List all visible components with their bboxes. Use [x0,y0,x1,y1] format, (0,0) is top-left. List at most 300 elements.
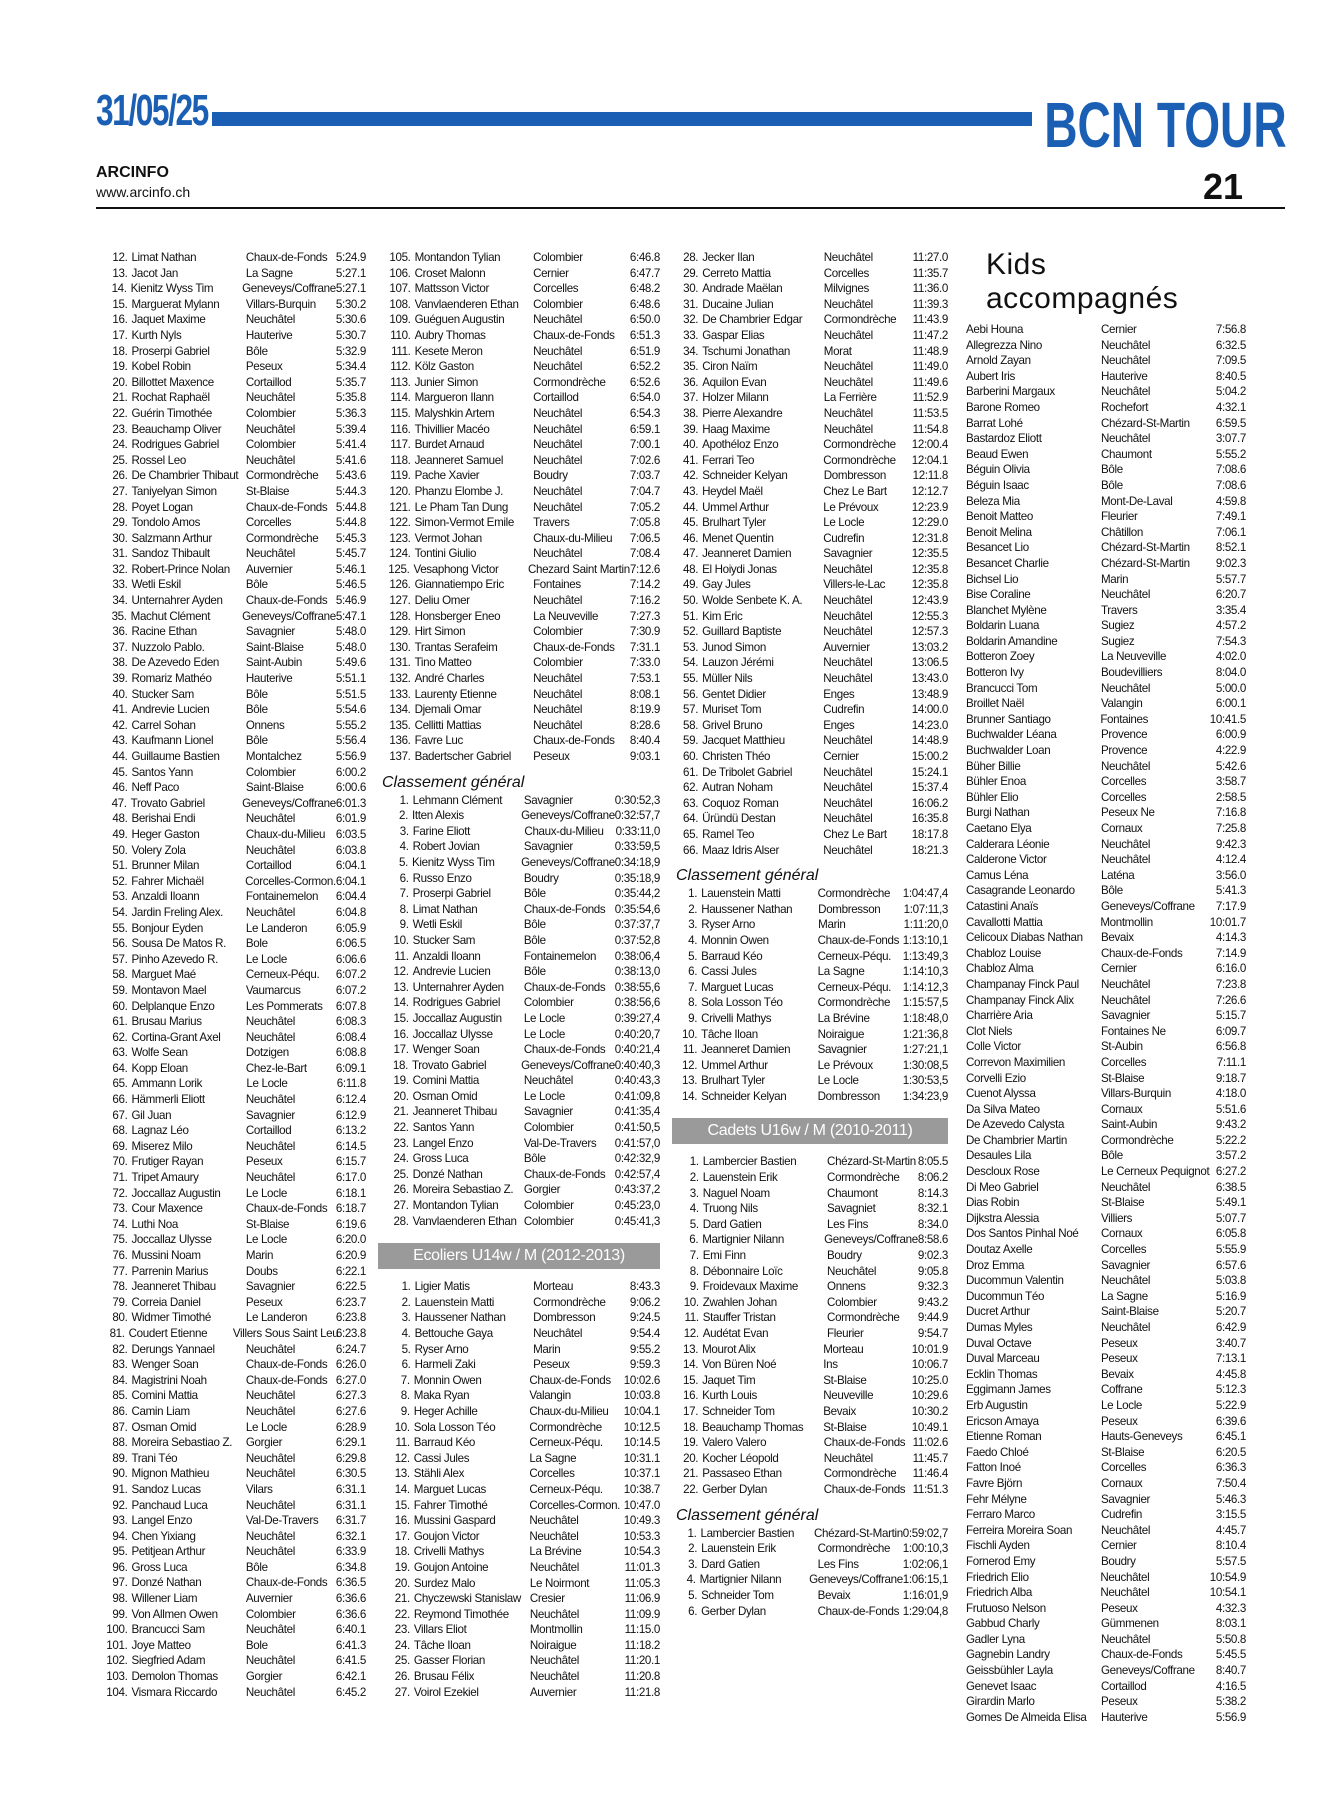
rank: 44. [683,500,699,514]
athlete-locality: St-Blaise [823,1420,867,1434]
result-row [378,871,660,887]
rank: 60. [112,999,128,1013]
athlete-locality: St-Blaise [1101,1196,1145,1210]
athlete-time: 10:47.0 [623,1498,660,1512]
result-row [378,1498,660,1514]
athlete-name: Heydel Maël [702,484,763,498]
results-column-4 [966,250,1246,1725]
athlete-name: Cerreto Mattia [702,266,771,280]
athlete-time: 8:06.2 [917,1171,948,1185]
rank: 25. [112,453,128,467]
athlete-time: 6:28.9 [335,1420,366,1434]
athlete-locality: Neuchâtel [529,1654,579,1668]
athlete-name: Robert-Prince Nolan [131,562,230,576]
rank: 6. [399,871,409,885]
result-row [378,1136,660,1152]
athlete-time: 5:57.5 [1215,1554,1246,1568]
athlete-time: 7:08.4 [629,547,660,561]
athlete-locality: Chaux-de-Fonds [523,1167,606,1181]
athlete-time: 5:45.7 [335,547,366,561]
athlete-locality: Corcelles [1101,1461,1147,1475]
result-row [96,1544,366,1560]
rank: 6. [688,1604,698,1618]
athlete-time: 5:50.8 [1215,1632,1246,1646]
result-row [672,500,948,516]
athlete-time: 5:43.6 [335,469,366,483]
rank: 14. [682,1089,698,1103]
athlete-time: 18:17.8 [911,827,948,841]
athlete-time: 1:13:49,3 [902,949,948,963]
athlete-name: Ryser Arno [414,1342,469,1356]
athlete-time: 6:17.0 [335,1171,366,1185]
athlete-time: 11:39.3 [912,297,948,311]
athlete-time: 6:12.4 [335,1093,366,1107]
result-row [966,338,1246,354]
athlete-locality: Bole [245,1638,268,1652]
athlete-locality: Gümmenen [1101,1617,1159,1631]
result-row [96,406,366,422]
athlete-locality: Neuchâtel [1100,1586,1150,1600]
athlete-time: 11:06.9 [624,1592,660,1606]
result-row [966,540,1246,556]
athlete-time: 1:14:12,3 [902,980,948,994]
rank: 66. [112,1093,128,1107]
athlete-name: Montandon Tylian [412,1199,499,1213]
athlete-name: Montavon Mael [131,983,207,997]
athlete-name: Lauzon Jérémi [702,656,774,670]
result-row [378,500,660,516]
athlete-locality: Bôle [523,918,546,932]
athlete-time: 7:08.6 [1215,463,1246,477]
athlete-time: 10:41.5 [1209,712,1246,726]
athlete-name: Kocher Léopold [702,1451,779,1465]
rank: 94. [112,1529,128,1543]
classement-list [672,886,948,1104]
athlete-name: Besancet Charlie [966,556,1049,570]
athlete-time: 8:40.7 [1215,1664,1246,1678]
athlete-locality: Bôle [523,933,546,947]
rank: 131. [389,656,411,670]
result-row [378,406,660,422]
athlete-locality: Neuchâtel [245,422,295,436]
athlete-locality: Laténa [1101,868,1135,882]
result-row [966,1133,1246,1149]
result-row [96,1092,366,1108]
athlete-time: 5:56.9 [1215,1710,1246,1724]
athlete-locality: St-Aubin [1101,1040,1143,1054]
result-row [966,1102,1246,1118]
result-row [672,1295,948,1311]
rank: 59. [112,983,128,997]
result-row [672,1310,948,1326]
athlete-name: Proserpi Gabriel [131,344,210,358]
athlete-name: Anzaldi Iloann [412,949,481,963]
result-row [378,1653,660,1669]
athlete-name: Monnin Owen [701,933,769,947]
athlete-locality: Hauterive [245,328,293,342]
athlete-locality: Morteau [533,1280,574,1294]
athlete-name: Schneider Kelyan [702,469,788,483]
athlete-time: 10:54.3 [623,1545,660,1559]
athlete-name: Calderone Victor [966,853,1047,867]
athlete-locality: Cudrefin [823,703,865,717]
publication-url: www.arcinfo.ch [96,184,191,200]
athlete-locality: Noiraigue [529,1638,577,1652]
result-row [96,905,366,921]
athlete-time: 4:59.8 [1215,494,1246,508]
athlete-name: Guillaume Bastien [131,750,220,763]
athlete-name: Badertscher Gabriel [414,750,512,763]
result-row [96,827,366,843]
athlete-time: 4:57.2 [1215,619,1246,633]
athlete-name: Panchaud Luca [131,1498,208,1512]
athlete-time: 5:46.5 [335,578,366,592]
result-row [378,1404,660,1420]
athlete-locality: Onnens [245,718,285,732]
athlete-time: 5:47.1 [335,609,366,623]
result-row [672,1326,948,1342]
athlete-locality: Cormondrèche [823,438,896,452]
result-row [966,1273,1246,1289]
rank: 49. [683,578,699,592]
athlete-time: 10:54.1 [1209,1586,1246,1600]
athlete-time: 0:35:54,6 [614,902,660,916]
result-row [96,1045,366,1061]
result-row [96,921,366,937]
result-row [378,1435,660,1451]
athlete-locality: Boudry [523,871,559,885]
athlete-name: Burdet Arnaud [414,438,485,452]
rank: 110. [390,328,411,342]
rank: 40. [683,438,699,452]
athlete-time: 0:41:35,4 [614,1105,660,1119]
athlete-time: 6:32.5 [1215,338,1246,352]
athlete-time: 10:25.0 [911,1373,948,1387]
athlete-time: 5:41.3 [1215,884,1246,898]
athlete-time: 11:46.4 [912,1467,948,1481]
athlete-locality: Les Fins [817,1557,859,1571]
athlete-name: Dard Gatien [702,1217,762,1231]
result-row [96,593,366,609]
result-row [966,1616,1246,1632]
athlete-name: Stucker Sam [412,933,476,947]
athlete-name: Kölz Gaston [414,360,474,374]
result-row [378,964,660,980]
rank: 5. [399,855,408,869]
athlete-time: 7:12.6 [629,562,660,576]
athlete-name: Berishai Endi [131,812,196,826]
result-row [96,765,366,781]
athlete-locality: Chaux-de-Fonds [245,1358,328,1372]
athlete-time: 12:29.0 [911,516,948,530]
athlete-time: 5:12.3 [1215,1383,1246,1397]
athlete-locality: Auvernier [245,1592,293,1606]
athlete-locality: Chaumont [827,1186,878,1200]
athlete-time: 6:41.3 [335,1638,366,1652]
result-row [672,1011,948,1027]
athlete-name: Schneider Tom [701,1588,774,1602]
athlete-locality: Le Noirmont [529,1576,590,1590]
result-row [966,1289,1246,1305]
athlete-time: 4:12.4 [1215,853,1246,867]
athlete-name: Lauenstein Erik [702,1171,778,1185]
result-row [966,1164,1246,1180]
athlete-time: 6:13.2 [335,1124,366,1138]
athlete-time: 7:14.9 [1215,946,1246,960]
athlete-name: De Chambrier Thibaut [131,469,239,483]
result-row [672,1404,948,1420]
athlete-name: Delplanque Enzo [131,999,215,1013]
kids-list [966,322,1246,1725]
category-band-ecoliers: Ecoliers U14w / M (2012-2013) [378,1243,660,1269]
athlete-time: 12:12.7 [911,484,948,498]
result-row [966,618,1246,634]
athlete-locality: Peseux [1101,1352,1138,1366]
classement-title: Classement général [382,773,525,791]
rank: 125. [388,562,410,576]
rank: 4. [688,933,698,947]
athlete-name: De Azevedo Calysta [966,1118,1065,1132]
result-row [96,780,366,796]
athlete-locality: Neuchâtel [823,1451,873,1465]
result-row [96,1685,366,1701]
athlete-locality: Neuchâtel [533,547,583,561]
athlete-name: Sousa De Matos R. [131,937,227,951]
athlete-time: 2:58.5 [1215,790,1246,804]
result-row [966,353,1246,369]
athlete-name: Coquoz Roman [702,796,779,810]
athlete-time: 6:12.9 [335,1108,366,1122]
rank: 124. [389,547,411,561]
result-row [672,484,948,500]
athlete-name: Marguet Lucas [701,980,774,994]
athlete-time: 5:49.1 [1215,1196,1246,1210]
result-row [378,824,660,840]
athlete-locality: Boudry [1101,1554,1136,1568]
result-row [378,577,660,593]
athlete-locality: Savagnier [523,840,573,854]
rank: 30. [112,531,128,545]
athlete-locality: Savagnier [523,1105,573,1119]
athlete-name: Di Meo Gabriel [966,1180,1039,1194]
athlete-locality: Geneveys/Coffrane [521,809,615,823]
athlete-locality: Geneveys/Coffrane [824,1233,918,1247]
rank: 21. [683,1467,699,1481]
athlete-locality: Bole [245,937,268,951]
result-row [966,1382,1246,1398]
athlete-name: De Azevedo Eden [131,656,220,670]
result-row [966,1507,1246,1523]
athlete-time: 7:14.2 [629,578,660,592]
rank: 3. [689,1186,699,1200]
athlete-time: 12:04.1 [911,453,948,467]
athlete-time: 10:53.3 [623,1529,660,1543]
athlete-time: 11:20.8 [624,1670,660,1684]
athlete-locality: Peseux [245,1295,283,1309]
athlete-name: Friedrich Elio [966,1570,1029,1584]
athlete-time: 6:39.6 [1215,1414,1246,1428]
athlete-locality: Peseux Ne [1101,806,1155,820]
results-column-1 [96,250,366,1700]
result-row [378,1214,660,1230]
athlete-time: 1:15:57,5 [902,996,948,1010]
athlete-locality: Le Locle [245,1186,287,1200]
athlete-name: Fatton Inoé [966,1461,1021,1475]
rank: 1. [399,793,409,807]
athlete-locality: Neuchâtel [1101,1274,1151,1288]
athlete-name: Favre Luc [414,734,463,748]
athlete-locality: Cudrefin [1101,1508,1143,1522]
rank: 2. [399,809,408,823]
athlete-time: 6:18.7 [335,1202,366,1216]
athlete-locality: Hauterive [245,672,293,686]
athlete-name: Simon-Vermot Emile [414,516,514,530]
result-row [378,328,660,344]
result-row [378,437,660,453]
rank: 36. [683,375,699,389]
athlete-locality: Fontaines [1100,712,1149,726]
rank: 18. [392,1058,408,1072]
athlete-name: Limat Nathan [412,902,478,916]
result-row [672,1420,948,1436]
athlete-locality: Corcelles-Cormon. [245,874,336,888]
rank: 54. [112,905,128,919]
result-row [96,250,366,266]
athlete-name: Reymond Timothée [413,1607,509,1621]
rank: 26. [393,1183,409,1197]
athlete-name: Lambercier Bastien [700,1526,795,1540]
athlete-time: 1:29:04,8 [902,1604,948,1618]
athlete-name: Tontini Giulio [414,547,477,561]
athlete-name: Joccallaz Ulysse [412,1027,493,1041]
result-row [378,312,660,328]
result-row [96,796,366,812]
athlete-name: Neff Paco [131,781,180,795]
athlete-time: 6:07.8 [335,999,366,1013]
athlete-name: Heger Achille [413,1404,478,1418]
athlete-time: 6:59.5 [1215,416,1246,430]
result-row [96,1466,366,1482]
result-row [378,515,660,531]
result-row [672,328,948,344]
rank: 20. [112,375,128,389]
athlete-name: Moreira Sebastiao Z. [412,1183,514,1197]
rank: 132. [389,672,411,686]
rank: 27. [394,1685,410,1699]
rank: 48. [683,562,699,576]
athlete-locality: Vaumarcus [245,983,301,997]
rank: 4. [689,1202,699,1216]
athlete-locality: Chez-le-Bart [245,1061,307,1075]
athlete-locality: Chaux-de-Fonds [823,1436,906,1450]
athlete-time: 6:22.1 [335,1264,366,1278]
athlete-name: Pinho Azevedo R. [131,952,219,966]
athlete-locality: Gorgier [245,1436,283,1450]
athlete-time: 0:35:18,9 [614,871,660,885]
rank: 89. [112,1451,128,1465]
athlete-locality: Neuchâtel [245,1545,295,1559]
athlete-time: 6:41.5 [335,1654,366,1668]
result-row [672,359,948,375]
athlete-time: 12:11.8 [912,469,948,483]
athlete-locality: Auvernier [529,1685,577,1699]
athlete-locality: Chaux-de-Fonds [529,1373,611,1387]
result-row [378,1513,660,1529]
result-row [96,1108,366,1124]
result-row [96,1201,366,1217]
athlete-name: Joccallaz Augustin [131,1186,221,1200]
athlete-locality: Neuchâtel [533,703,583,717]
athlete-locality: Savagniet [827,1202,876,1216]
result-row [672,312,948,328]
athlete-time: 7:03.7 [629,469,660,483]
result-row [96,1669,366,1685]
result-row [672,1482,948,1498]
athlete-locality: Le Landeron [245,921,308,935]
athlete-locality: Bevaix [823,1404,856,1418]
athlete-name: Luthi Noa [131,1217,178,1231]
result-row [672,1279,948,1295]
rank: 52. [112,874,128,888]
athlete-time: 6:19.6 [335,1217,366,1231]
athlete-locality: Les Fins [827,1217,869,1231]
rank: 56. [112,937,128,951]
athlete-name: Wolde Senbete K. A. [702,594,803,608]
athlete-time: 7:05.8 [629,516,660,530]
result-row [96,1217,366,1233]
athlete-locality: Chaux-de-Fonds [1101,946,1183,960]
athlete-time: 6:05.8 [1215,1227,1246,1241]
athlete-time: 0:38:06,4 [614,949,660,963]
athlete-name: Jardin Freling Alex. [131,905,224,919]
rank: 97. [112,1576,128,1590]
athlete-name: Lagnaz Léo [131,1124,189,1138]
athlete-name: Champanay Finck Paul [966,977,1079,991]
athlete-time: 4:45.8 [1215,1367,1246,1381]
athlete-time: 11:52.9 [912,391,948,405]
result-row [966,369,1246,385]
result-row [966,1647,1246,1663]
athlete-time: 7:13.1 [1215,1352,1246,1366]
athlete-name: Hirt Simon [414,625,466,639]
athlete-name: Jeanneret Damien [702,547,792,561]
rank: 19. [683,1436,699,1450]
rank: 65. [683,827,699,841]
athlete-name: Wetli Eskil [412,918,462,932]
athlete-time: 5:34.4 [335,360,366,374]
rank: 46. [683,531,699,545]
athlete-locality: Neuchâtel [827,1264,877,1278]
athlete-locality: Savagnier [245,625,295,639]
rank: 58. [112,968,128,982]
athlete-time: 7:54.3 [1215,634,1246,648]
rank: 79. [112,1295,128,1309]
result-row [966,930,1246,946]
athlete-time: 6:38.5 [1215,1180,1246,1194]
athlete-locality: Saint-Blaise [245,640,304,654]
athlete-time: 9:06.2 [629,1295,660,1309]
rank: 20. [394,1576,410,1590]
result-row [966,805,1246,821]
result-row [966,1663,1246,1679]
result-row [672,995,948,1011]
athlete-locality: Peseux [1101,1695,1138,1709]
athlete-name: Cellitti Mattias [414,718,482,732]
athlete-time: 11:45.7 [912,1451,948,1465]
athlete-time: 8:32.1 [917,1202,948,1216]
athlete-name: Cortina-Grant Axel [131,1030,221,1044]
athlete-name: Trovato Gabriel [411,1058,487,1072]
